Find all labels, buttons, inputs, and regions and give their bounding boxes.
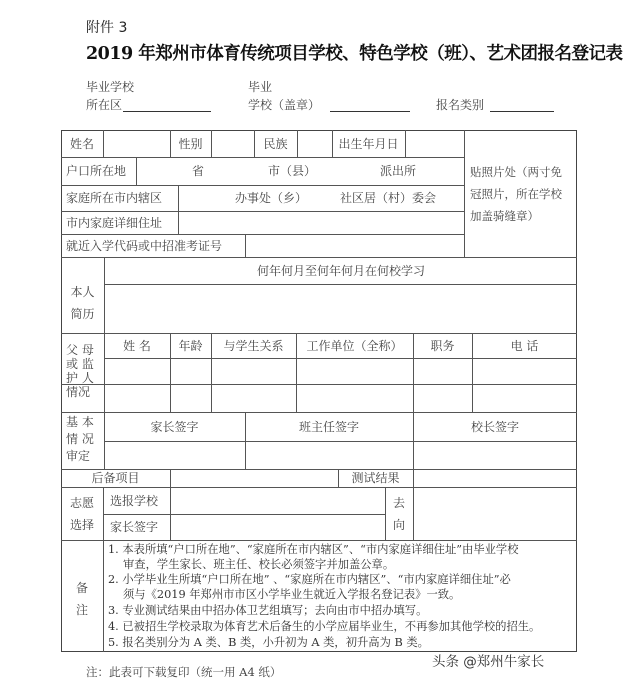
remark-2-cont: 须与《2019 年郑州市市区小学毕业生就近入学报名登记表》一致。 [123,588,461,601]
reserve-item-label: 后备项目 [91,471,140,485]
guardian-label-line2: 或 监 [66,357,94,371]
guardian-label-line1: 父 母 [66,343,94,357]
hukou-label: 户口所在地 [66,164,127,178]
attachment-label: 附件 3 [86,20,128,36]
category-field[interactable] [490,111,554,112]
review-col-teacher: 班主任签字 [298,420,359,434]
guardian-row-2[interactable] [105,385,576,412]
reserve-item-field[interactable] [171,470,338,487]
principal-signature-field[interactable] [414,442,576,469]
remark-2: 2. 小学毕业生所填“户口所在地” 、“家庭所在市内辖区”、“市内家庭详细住址”必 [108,573,511,586]
guardian-col-position: 职务 [430,339,455,353]
footer-note: 注：此表可下载复印（统一用 A4 纸） [86,665,282,679]
address-field[interactable] [179,212,464,234]
guardian-col-phone: 电 话 [510,339,539,353]
remark-1-cont: 审查，学生家长、班主任、校长必须签字并加盖公章。 [123,558,395,571]
photo-instruction-line1: 贴照片处（两寸免 [470,165,562,179]
choice-label-line1: 志愿 [69,496,94,510]
choice-parent-sign-field[interactable] [171,515,385,540]
test-result-field[interactable] [414,470,576,487]
ethnicity-label: 民族 [263,137,288,151]
photo-instruction-line2: 冠照片，所在学校 [470,187,562,201]
review-label-line1: 基 本 [66,415,94,429]
name-field[interactable] [104,131,170,157]
parent-signature-field[interactable] [105,442,245,469]
grad-school-label-line1: 毕业 [248,80,273,94]
teacher-signature-field[interactable] [246,442,413,469]
form-title: 2019 年郑州市体育传统项目学校、特色学校（班）、艺术团报名登记表 [86,44,623,64]
destination-label-line1: 去 [392,496,405,510]
city-county-label: 市（县） [268,164,317,178]
remark-1: 1. 本表所填“户口所在地”、“家庭所在市内辖区”、“市内家庭详细住址”由毕业学校 [108,543,519,556]
watermark: 头条 @郑州牛家长 [432,654,545,670]
guardian-col-employer: 工作单位（全称） [306,339,403,353]
guardian-col-relation: 与学生关系 [223,339,284,353]
grad-district-field[interactable] [123,111,211,112]
home-district-label: 家庭所在市内辖区 [66,191,163,205]
resume-field[interactable] [105,285,576,333]
choice-school-field[interactable] [171,488,385,514]
resume-label-line2: 简历 [70,307,95,321]
category-label: 报名类别 [436,98,485,112]
grad-school-field[interactable] [330,111,410,112]
gender-label: 性别 [178,137,203,151]
review-label-line3: 审定 [66,449,91,463]
guardian-col-name: 姓 名 [123,339,151,353]
resume-label-line1: 本人 [70,285,95,299]
community-label: 社区居（村）委会 [340,191,437,205]
police-station-label: 派出所 [380,164,417,178]
exam-code-label: 就近入学代码或中招准考证号 [66,239,223,253]
subdistrict-label: 办事处（乡） [235,191,308,205]
review-col-principal: 校长签字 [470,420,519,434]
name-label: 姓名 [69,137,94,151]
review-col-parent: 家长签字 [150,420,199,434]
province-label: 省 [192,164,205,178]
guardian-col-age: 年龄 [178,339,203,353]
remark-3: 3. 专业测试结果由中招办体卫艺组填写；去向由市中招办填写。 [108,604,428,617]
destination-field[interactable] [414,488,576,540]
exam-code-field[interactable] [246,235,464,257]
birthdate-label: 出生年月日 [338,137,399,151]
review-label-line2: 情 况 [66,432,94,446]
grad-district-label-line2: 所在区 [86,98,123,112]
destination-label-line2: 向 [392,518,405,532]
remarks-label-line2: 注 [75,603,88,617]
gender-field[interactable] [212,131,254,157]
choice-parent-sign-label: 家长签字 [110,520,159,534]
test-result-label: 测试结果 [351,471,400,485]
address-label: 市内家庭详细住址 [66,216,163,230]
guardian-row-1[interactable] [105,359,576,384]
grad-district-label-line1: 毕业学校 [86,80,135,94]
photo-instruction-line3: 加盖骑缝章） [470,209,539,223]
guardian-label-line4: 情况 [66,385,91,399]
birthdate-field[interactable] [406,131,464,157]
remark-5: 5. 报名类别分为 A 类、B 类，小升初为 A 类，初升高为 B 类。 [108,636,429,649]
remarks-label-line1: 备 [75,581,88,595]
ethnicity-field[interactable] [298,131,332,157]
choice-label-line2: 选择 [69,518,94,532]
grad-school-label-line2: 学校（盖章） [248,98,321,112]
remark-4: 4. 已被招生学校录取为体育艺术后备生的小学应届毕业生，不再参加其他学校的招生。 [108,620,541,633]
guardian-label-line3: 护 人 [66,371,94,385]
resume-header: 何年何月至何年何月在何校学习 [256,264,425,278]
choice-school-label: 选报学校 [110,494,159,508]
